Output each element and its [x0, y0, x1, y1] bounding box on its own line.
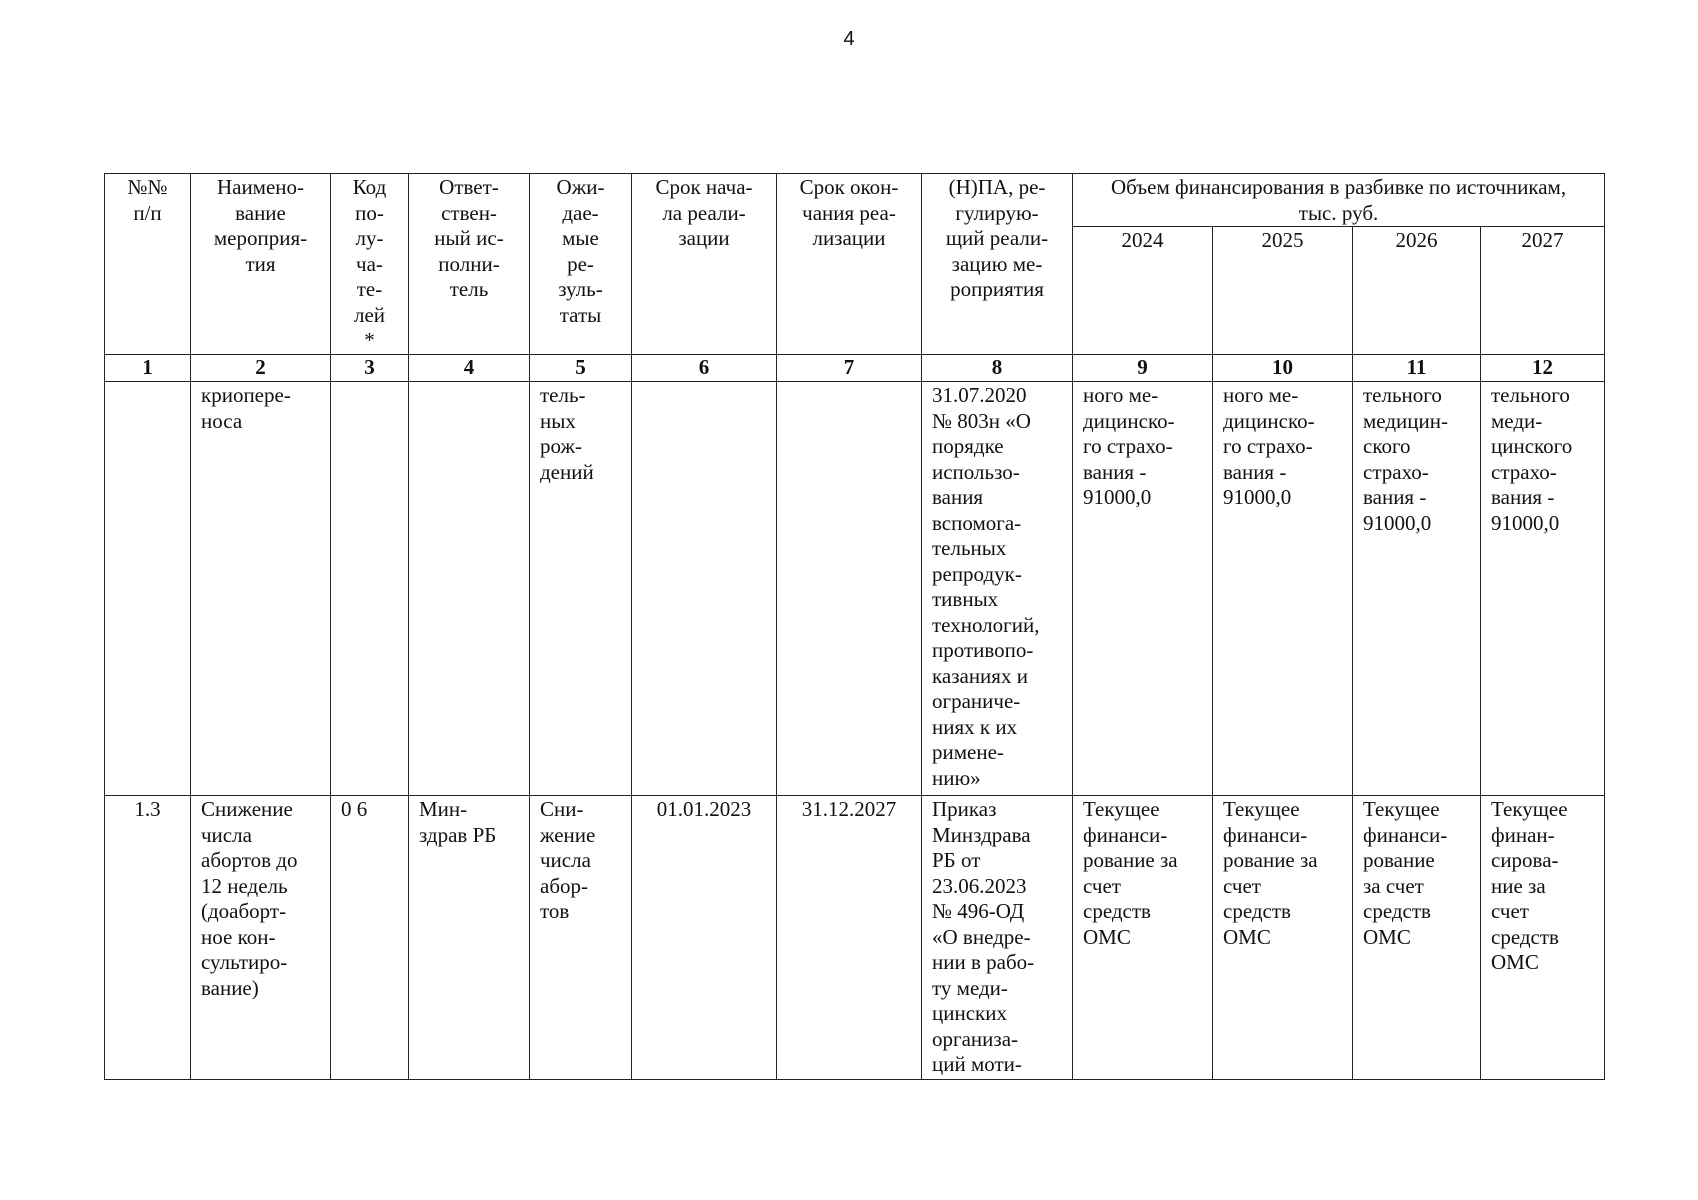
- financing-2027: тельного меди- цинского страхо- вания - 91000,0: [1481, 382, 1605, 796]
- header-year-2027: 2027: [1481, 227, 1605, 355]
- financing-2027: Текущее финан- сирова- ние за счет средств ОМС: [1481, 796, 1605, 1080]
- column-number: 2: [191, 355, 331, 382]
- header-year-2025: 2025: [1213, 227, 1353, 355]
- column-number: 1: [105, 355, 191, 382]
- column-number: 3: [331, 355, 409, 382]
- header-regulation: (Н)ПА, ре- гулирую- щий реали- зацию ме- роприятия: [922, 174, 1073, 355]
- financing-2025: ного ме- дицинско- го страхо- вания - 91000,0: [1213, 382, 1353, 796]
- table-row: [105, 796, 1605, 1080]
- financing-2024: Текущее финанси- рование за счет средств ОМС: [1073, 796, 1213, 1080]
- column-number: 10: [1213, 355, 1353, 382]
- header-financing: Объем финансирования в разбивке по источникам, тыс. руб.: [1073, 174, 1605, 227]
- header-year-2024: 2024: [1073, 227, 1213, 355]
- column-number: 9: [1073, 355, 1213, 382]
- header-end-date: Срок окон- чания реа- лизации: [777, 174, 922, 355]
- end-date: [777, 382, 922, 796]
- table-row: [105, 382, 1605, 796]
- header-start-date: Срок нача- ла реали- зации: [632, 174, 777, 355]
- financing-2024: ного ме- дицинско- го страхо- вания - 91000,0: [1073, 382, 1213, 796]
- recipient-code: [331, 382, 409, 796]
- end-date: 31.12.2027: [777, 796, 922, 1080]
- activity-name: криопере- носа: [191, 382, 331, 796]
- start-date: 01.01.2023: [632, 796, 777, 1080]
- header-number: №№ п/п: [105, 174, 191, 355]
- regulation-text: 31.07.2020 № 803н «О порядке использо- вания вспомога- тельных репродук- тивных технологий, противопо- казаниях и ограниче- ниях к их римене- нию»: [922, 382, 1073, 796]
- column-number: 7: [777, 355, 922, 382]
- start-date: [632, 382, 777, 796]
- expected-results: тель- ных рож- дений: [530, 382, 632, 796]
- header-responsible-executor: Ответ- ствен- ный ис- полни- тель: [409, 174, 530, 355]
- financing-2026: Текущее финанси- рование за счет средств ОМС: [1353, 796, 1481, 1080]
- row-number: [105, 382, 191, 796]
- column-number: 4: [409, 355, 530, 382]
- header-year-2026: 2026: [1353, 227, 1481, 355]
- header-activity-name: Наимено- вание мероприя- тия: [191, 174, 331, 355]
- financing-2025: Текущее финанси- рование за счет средств ОМС: [1213, 796, 1353, 1080]
- column-number-row: [105, 355, 1605, 382]
- column-number: 12: [1481, 355, 1605, 382]
- responsible-executor: Мин- здрав РБ: [409, 796, 530, 1080]
- activity-name: Снижение числа абортов до 12 недель (доаборт- ное кон- сультиро- вание): [191, 796, 331, 1080]
- column-number: 6: [632, 355, 777, 382]
- financing-2026: тельного медицин- ского страхо- вания - 91000,0: [1353, 382, 1481, 796]
- row-number: 1.3: [105, 796, 191, 1080]
- recipient-code: 0 6: [331, 796, 409, 1080]
- responsible-executor: [409, 382, 530, 796]
- regulation-text: Приказ Минздрава РБ от 23.06.2023 № 496-ОД «О внедре- нии в рабо- ту меди- цинских организа- ций моти-: [922, 796, 1073, 1080]
- column-number: 8: [922, 355, 1073, 382]
- page-number: 4: [843, 28, 855, 50]
- expected-results: Сни- жение числа абор- тов: [530, 796, 632, 1080]
- column-number: 11: [1353, 355, 1481, 382]
- header-expected-results: Ожи- дае- мые ре- зуль- таты: [530, 174, 632, 355]
- header-recipient-code: Код по- лу- ча- те- лей *: [331, 174, 409, 355]
- activities-table: [104, 173, 1605, 1080]
- column-number: 5: [530, 355, 632, 382]
